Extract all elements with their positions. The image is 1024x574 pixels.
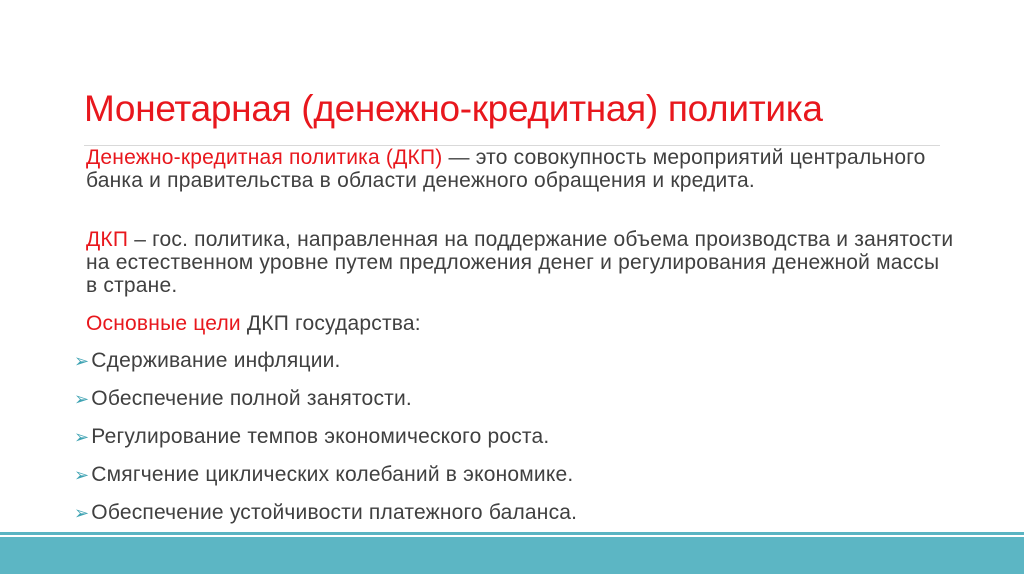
list-item: ➢Смягчение циклических колебаний в экономике. — [74, 463, 574, 486]
footer-bar — [0, 537, 1024, 574]
arrow-bullet-icon: ➢ — [74, 351, 90, 371]
dkp-text: – гос. политика, направленная на поддержание объема производства и занятости на естественном уровне путем предложения денег и регулирования денежной массы в стране. — [86, 228, 954, 297]
goals-text: ДКП государства: — [240, 312, 421, 335]
goals-term: Основные цели — [86, 312, 241, 335]
footer-line — [0, 532, 1024, 535]
arrow-bullet-icon: ➢ — [74, 427, 90, 447]
arrow-bullet-icon: ➢ — [74, 503, 90, 523]
list-item: ➢Сдерживание инфляции. — [74, 349, 341, 372]
definition-term: Денежно-кредитная политика (ДКП) — [86, 146, 443, 169]
goals-heading — [86, 312, 956, 335]
dkp-term: ДКП — [86, 228, 129, 251]
dkp-paragraph — [86, 228, 956, 297]
list-item: ➢Обеспечение полной занятости. — [74, 387, 412, 410]
slide-title: Монетарная (денежно-кредитная) политика — [84, 88, 823, 129]
goals-list — [74, 342, 577, 532]
list-item: ➢Обеспечение устойчивости платежного баланса. — [74, 501, 578, 524]
arrow-bullet-icon: ➢ — [74, 465, 90, 485]
arrow-bullet-icon: ➢ — [74, 389, 90, 409]
definition-paragraph — [86, 146, 956, 192]
list-item: ➢Регулирование темпов экономического роста. — [74, 425, 550, 448]
definition-text: — это совокупность мероприятий центрального банка и правительства в области денежного обращения и кредита. — [86, 146, 926, 192]
